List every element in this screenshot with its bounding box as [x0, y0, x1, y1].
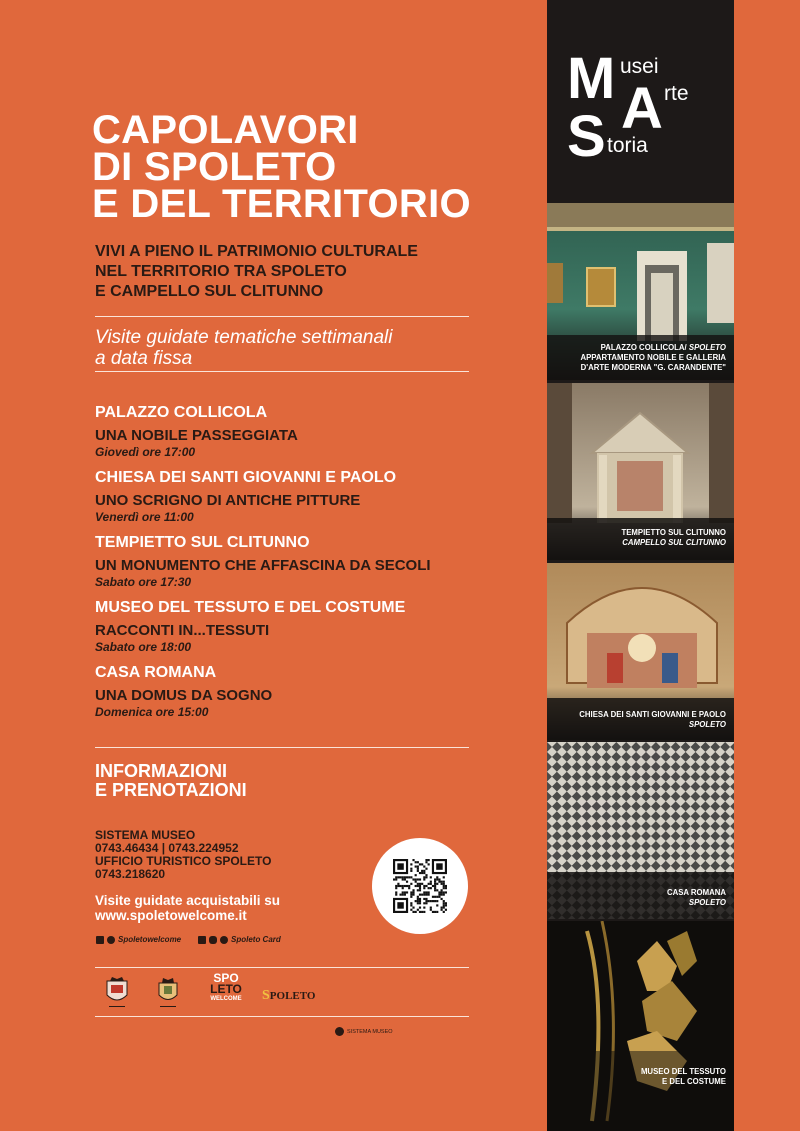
contact-phone[interactable]: 0743.46434 | 0743.224952 [95, 841, 239, 855]
visit-place: CASA ROMANA [95, 664, 217, 681]
photo-chiesa-santi [547, 563, 734, 740]
caption-place: SPOLETO [688, 343, 726, 352]
spoleto-logo: SPOLETO [262, 988, 316, 1003]
subtitle-line: VIVI A PIENO IL PATRIMONIO CULTURALE [95, 243, 418, 260]
visit-title: RACCONTI IN...TESSUTI [95, 622, 270, 639]
visit-time: Domenica ore 15:00 [95, 705, 209, 719]
title-line: DI SPOLETO [92, 145, 337, 189]
visit-place: PALAZZO COLLICOLA [95, 404, 268, 421]
social-handle: Spoleto Card [231, 935, 281, 944]
visit-title: UN MONUMENTO CHE AFFASCINA DA SECOLI [95, 557, 431, 574]
visit-time: Sabato ore 17:30 [95, 575, 192, 589]
photo-caption [621, 528, 726, 548]
caption-line: CHIESA DEI SANTI GIOVANNI E PAOLO [579, 710, 726, 719]
subtitle-line: NEL TERRITORIO TRA SPOLETO [95, 263, 347, 280]
contacts [95, 829, 271, 881]
logo-letter-m: M [567, 46, 616, 111]
caption-line: PALAZZO COLLICOLA/ [600, 343, 689, 352]
divider [95, 316, 469, 317]
twitter-icon[interactable] [209, 936, 217, 944]
visit-time: Giovedì ore 17:00 [95, 445, 196, 459]
visit-item [95, 468, 495, 524]
subtitle-line: E CAMPELLO SUL CLITUNNO [95, 283, 324, 300]
divider [95, 1016, 469, 1017]
visit-place: TEMPIETTO SUL CLITUNNO [95, 534, 310, 551]
poster-title [92, 108, 471, 226]
sistema-museo-label: SISTEMA MUSEO [347, 1028, 393, 1035]
visit-time: Sabato ore 18:00 [95, 640, 192, 654]
photo-casa-romana [547, 742, 734, 919]
photo-caption [667, 888, 726, 908]
sistema-museo-logo [335, 1027, 393, 1036]
contact-phone[interactable]: 0743.218620 [95, 867, 166, 881]
caption-line: APPARTAMENTO NOBILE E GALLERIA [580, 353, 726, 362]
instagram-icon[interactable] [220, 936, 228, 944]
logo-letter-a: A [621, 76, 663, 141]
facebook-icon[interactable] [96, 936, 104, 944]
sistema-museo-icon [335, 1027, 344, 1036]
photo-caption [579, 710, 726, 730]
visit-item [95, 663, 495, 719]
visit-title: UNA DOMUS DA SOGNO [95, 687, 273, 704]
caption-line: TEMPIETTO SUL CLITUNNO [621, 528, 726, 537]
info-title-line: INFORMAZIONI [95, 761, 227, 781]
divider [95, 371, 469, 372]
tagline-line: Visite guidate tematiche settimanali [95, 327, 393, 348]
photo-palazzo-collicola [547, 203, 734, 380]
photo-caption [641, 1067, 726, 1087]
visit-title: UNO SCRIGNO DI ANTICHE PITTURE [95, 492, 361, 509]
tagline [95, 327, 392, 369]
visit-item [95, 403, 495, 459]
instagram-icon[interactable] [107, 936, 115, 944]
qr-code-badge [372, 838, 468, 934]
poster-subtitle [95, 242, 418, 302]
musei-arte-storia-logo [567, 46, 717, 180]
social-handle: Spoletowelcome [118, 935, 182, 944]
divider [95, 747, 469, 748]
facebook-icon[interactable] [198, 936, 206, 944]
visit-time: Venerdì ore 11:00 [95, 510, 194, 524]
info-title-line: E PRENOTAZIONI [95, 780, 247, 800]
museo-tessuto-image [547, 921, 734, 1131]
info-title [95, 762, 247, 800]
visit-place: CHIESA DEI SANTI GIOVANNI E PAOLO [95, 469, 397, 486]
sidebar-column [547, 0, 734, 1131]
contact-line: SISTEMA MUSEO [95, 828, 196, 842]
visit-item [95, 598, 495, 654]
photo-museo-tessuto [547, 921, 734, 1131]
spoleto-welcome-logo: SPO LETO WELCOME [205, 973, 247, 1013]
social-group-1 [96, 935, 181, 944]
title-line: E DEL TERRITORIO [92, 182, 471, 226]
contact-line: UFFICIO TURISTICO SPOLETO [95, 854, 272, 868]
caption-line: CASA ROMANA [666, 888, 726, 897]
logo-word-rte: rte [664, 82, 689, 105]
caption-place: SPOLETO [688, 898, 726, 907]
caption-line: E DEL COSTUME [662, 1077, 726, 1086]
social-group-2 [198, 935, 281, 944]
title-line: CAPOLAVORI [92, 108, 359, 152]
visit-place: MUSEO DEL TESSUTO E DEL COSTUME [95, 599, 406, 616]
logo-word-usei: usei [620, 55, 659, 78]
caption-line: D'ARTE MODERNA "G. CARANDENTE" [580, 363, 726, 372]
logo-word-toria: toria [607, 134, 648, 157]
qr-code[interactable] [393, 859, 447, 913]
photo-tempietto [547, 383, 734, 560]
visits-list [95, 403, 495, 728]
logo-letter-s: S [567, 104, 606, 169]
caption-place: CAMPELLO SUL CLITUNNO [622, 538, 726, 547]
website-link[interactable]: www.spoletowelcome.it [95, 908, 247, 923]
town-crest-logo [156, 975, 180, 1009]
city-crest-logo [104, 975, 130, 1009]
buy-info [95, 893, 280, 923]
visit-item [95, 533, 495, 589]
caption-place: SPOLETO [688, 720, 726, 729]
divider [95, 967, 469, 968]
photo-caption [580, 343, 726, 373]
caption-line: MUSEO DEL TESSUTO [640, 1067, 726, 1076]
buy-text: Visite guidate acquistabili su [95, 893, 281, 908]
visit-title: UNA NOBILE PASSEGGIATA [95, 427, 298, 444]
logo-text [205, 975, 247, 1011]
tagline-line: a data fissa [95, 348, 193, 369]
